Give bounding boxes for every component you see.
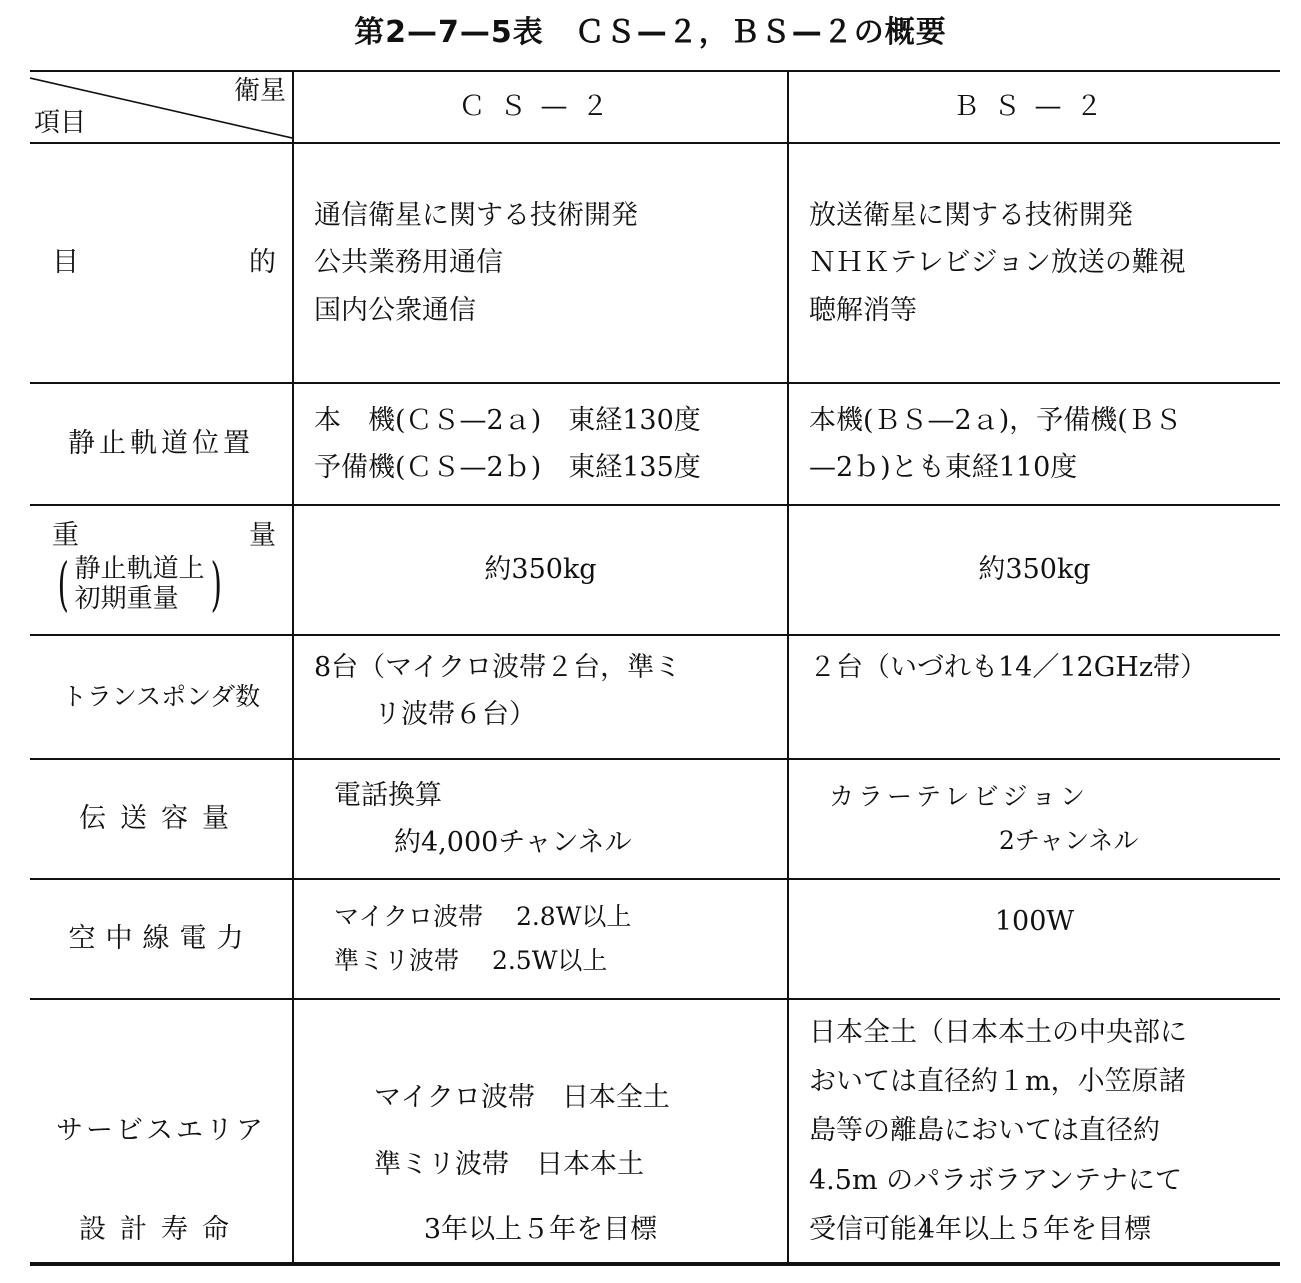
power-bs2: 100W [994, 906, 1075, 937]
transponder-cs2-line: 8台（マイクロ波帯２台，準ミ [314, 652, 682, 683]
row-weight-label [30, 506, 292, 634]
service-bs2-line: 受信可能） [809, 1213, 944, 1245]
orbit-bs2-line: —2ｂ)とも東経110度 [809, 452, 1078, 483]
service-bs2-line: 島等の離島においては直径約 [809, 1115, 1160, 1147]
purpose-cs2-line: 国内公衆通信 [314, 294, 476, 326]
weight-sub-2: 初期重量 [74, 584, 179, 614]
purpose-cs2-cell [292, 144, 787, 382]
power-cs2-line: マイクロ波帯 2.8W以上 [334, 902, 632, 932]
power-cs2-line: 準ミリ波帯 2.5W以上 [334, 946, 608, 975]
row-purpose [30, 144, 1280, 384]
row-capacity-label [30, 760, 292, 878]
row-transponder [30, 636, 1280, 760]
purpose-bs2-line: 放送衛星に関する技術開発 [809, 200, 1133, 232]
orbit-bs2-line: 本機(ＢＳ—2ａ)，予備機(ＢＳ [809, 404, 1182, 436]
header-bs2-cell [787, 72, 1280, 142]
transponder-label: トランスポンダ数 [61, 682, 261, 712]
header-corner-cell [30, 72, 292, 142]
orbit-bs2-cell [787, 384, 1280, 504]
satellite-overview-table [30, 70, 1280, 1266]
row-life-label [30, 1196, 292, 1264]
orbit-cs2-line: 予備機(ＣＳ—2ｂ) 東経135度 [314, 452, 701, 483]
purpose-label-b: 的 [249, 247, 276, 279]
header-cs2: ＣＳ—２ [458, 91, 623, 123]
life-cs2-cell [292, 1196, 787, 1264]
purpose-bs2-line: 聴解消等 [809, 294, 917, 326]
capacity-cs2-line: 電話換算 [334, 779, 442, 811]
power-cs2-cell [292, 880, 787, 998]
weight-label-a: 重 [52, 520, 79, 551]
service-cs2-line: マイクロ波帯 日本全土 [374, 1081, 670, 1113]
weight-cs2: 約350kg [484, 554, 597, 586]
purpose-cs2-line: 公共業務用通信 [314, 247, 503, 279]
transponder-bs2-cell [787, 636, 1280, 758]
header-bs2: ＢＳ—２ [952, 91, 1117, 123]
row-orbit [30, 384, 1280, 506]
row-design-life [30, 1196, 1280, 1264]
life-cs2: 3年以上５年を目標 [423, 1214, 658, 1246]
transponder-cs2-line: リ波帯６台） [374, 699, 536, 731]
transponder-bs2: ２台（いづれも14／12GHz帯） [809, 652, 1208, 683]
orbit-cs2-cell [292, 384, 787, 504]
header-satellite-label: 衛星 [233, 76, 286, 106]
weight-bs2-cell [787, 506, 1280, 634]
service-cs2-line: 準ミリ波帯 日本本土 [374, 1149, 644, 1180]
table-title: 第2—7—5表 ＣＳ—２，ＢＳ—２の概要 [354, 15, 947, 50]
power-bs2-cell [787, 880, 1280, 998]
row-capacity [30, 760, 1280, 880]
capacity-cs2-cell [292, 760, 787, 878]
weight-label-b: 量 [249, 520, 276, 551]
capacity-label: 伝送容量 [79, 803, 243, 835]
transponder-cs2-cell [292, 636, 787, 758]
life-label: 設計寿命 [79, 1214, 243, 1246]
purpose-bs2-cell [787, 144, 1280, 382]
header-item-label: 項目 [34, 108, 87, 138]
purpose-label-a: 目 [52, 247, 79, 279]
service-label: サービスエリア [56, 1115, 266, 1147]
row-weight [30, 506, 1280, 636]
header-cs2-cell [292, 72, 787, 142]
service-bs2-line: おいては直径約１m，小笠原諸 [809, 1066, 1186, 1098]
row-transponder-label [30, 636, 292, 758]
orbit-cs2-line: 本 機(ＣＳ—2ａ) 東経130度 [314, 404, 701, 436]
life-bs2-cell [787, 1196, 1280, 1264]
capacity-bs2-line: 2チャンネル [999, 826, 1139, 855]
purpose-cs2-line: 通信衛星に関する技術開発 [314, 200, 638, 232]
row-orbit-label [30, 384, 292, 504]
row-power [30, 880, 1280, 1000]
capacity-bs2-line: カラーテレビジョン [829, 782, 1090, 812]
capacity-bs2-cell [787, 760, 1280, 878]
service-bs2-line: 4.5m のパラボラアンテナにて [809, 1164, 1183, 1196]
weight-sub-1: 静止軌道上 [74, 554, 205, 584]
header-row [30, 72, 1280, 144]
orbit-label: 静止軌道位置 [68, 428, 254, 460]
weight-cs2-cell [292, 506, 787, 634]
row-power-label [30, 880, 292, 998]
service-bs2-line: 日本全土（日本本土の中央部に [809, 1017, 1187, 1049]
weight-bs2: 約350kg [978, 554, 1091, 586]
purpose-bs2-line: ＮＨＫテレビジョン放送の難視 [809, 247, 1186, 279]
life-bs2: 4年以上５年を目標 [917, 1214, 1152, 1246]
power-label: 空中線電力 [68, 923, 254, 955]
capacity-cs2-line: 約4,000チャンネル [394, 827, 632, 858]
weight-paren-close: ) [210, 550, 222, 618]
row-purpose-label [30, 144, 292, 382]
weight-paren-open: ( [57, 550, 69, 618]
